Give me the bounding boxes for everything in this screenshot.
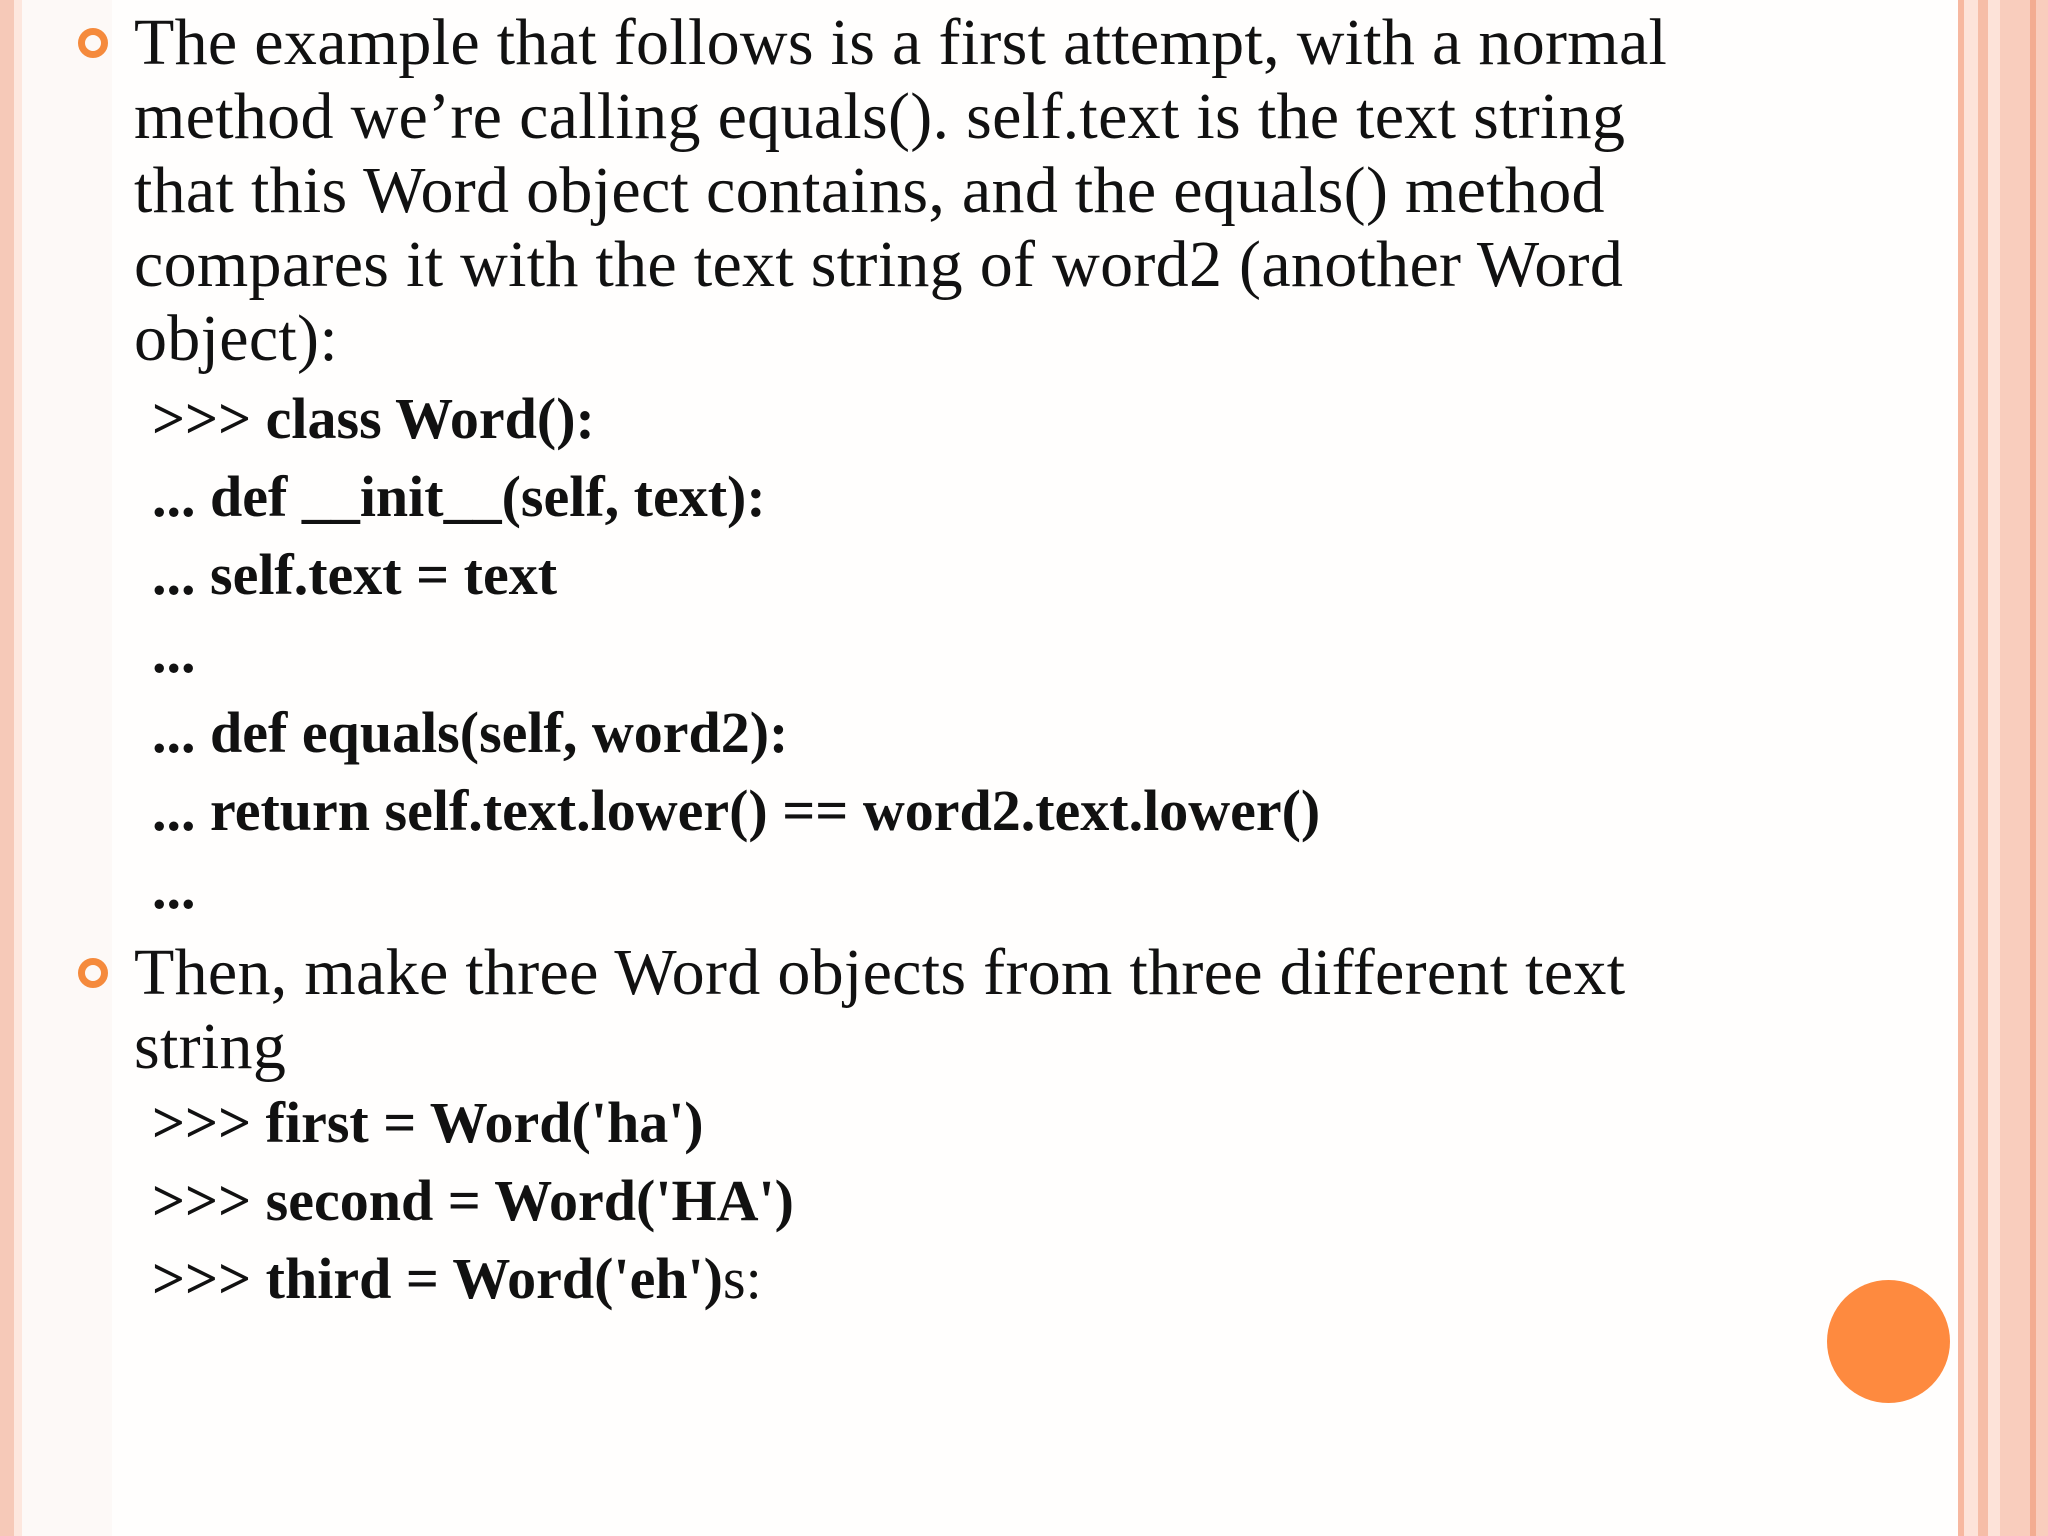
code-line: ... bbox=[152, 856, 196, 921]
paragraph-line: Then, make three Word objects from three different text bbox=[134, 936, 1626, 1009]
decorative-orange-circle bbox=[1827, 1280, 1950, 1403]
paragraph-line: string bbox=[134, 1010, 287, 1083]
bullet-paragraph bbox=[78, 6, 1958, 376]
code-line: >>> class Word(): bbox=[152, 386, 595, 451]
code-block bbox=[78, 380, 1958, 928]
code-line: ... def equals(self, word2): bbox=[152, 700, 789, 765]
left-border-inner-stripe bbox=[14, 0, 22, 1536]
slide-content bbox=[78, 6, 1958, 1318]
right-border-line bbox=[2030, 0, 2036, 1536]
bullet-paragraph bbox=[78, 936, 1958, 1084]
paragraph-line: The example that follows is a first attempt, with a normal bbox=[134, 6, 1668, 79]
code-line: >>> second = Word('HA') bbox=[152, 1168, 794, 1233]
code-text: >>> third = Word('eh') bbox=[152, 1246, 723, 1311]
left-border-stripe bbox=[0, 0, 14, 1536]
bullet-circle-icon bbox=[78, 958, 108, 988]
code-block bbox=[78, 1084, 1958, 1318]
code-line: ... return self.text.lower() == word2.text.lower() bbox=[152, 778, 1321, 843]
paragraph-line: that this Word object contains, and the equals() method bbox=[134, 154, 1605, 227]
code-suffix: s: bbox=[723, 1246, 762, 1311]
paragraph-line: compares it with the text string of word2 (another Word bbox=[134, 228, 1624, 301]
right-border-line bbox=[1978, 0, 1988, 1536]
paragraph-line: object): bbox=[134, 302, 338, 375]
code-line: ... self.text = text bbox=[152, 542, 558, 607]
code-line: >>> first = Word('ha') bbox=[152, 1090, 704, 1155]
bullet-circle-icon bbox=[78, 28, 108, 58]
code-line bbox=[152, 1240, 1958, 1318]
paragraph-line: method we’re calling equals(). self.text is the text string bbox=[134, 80, 1626, 153]
code-line: ... bbox=[152, 620, 196, 685]
right-border-line bbox=[1958, 0, 1964, 1536]
code-line: ... def __init__(self, text): bbox=[152, 464, 766, 529]
right-border-line bbox=[2000, 0, 2048, 1536]
